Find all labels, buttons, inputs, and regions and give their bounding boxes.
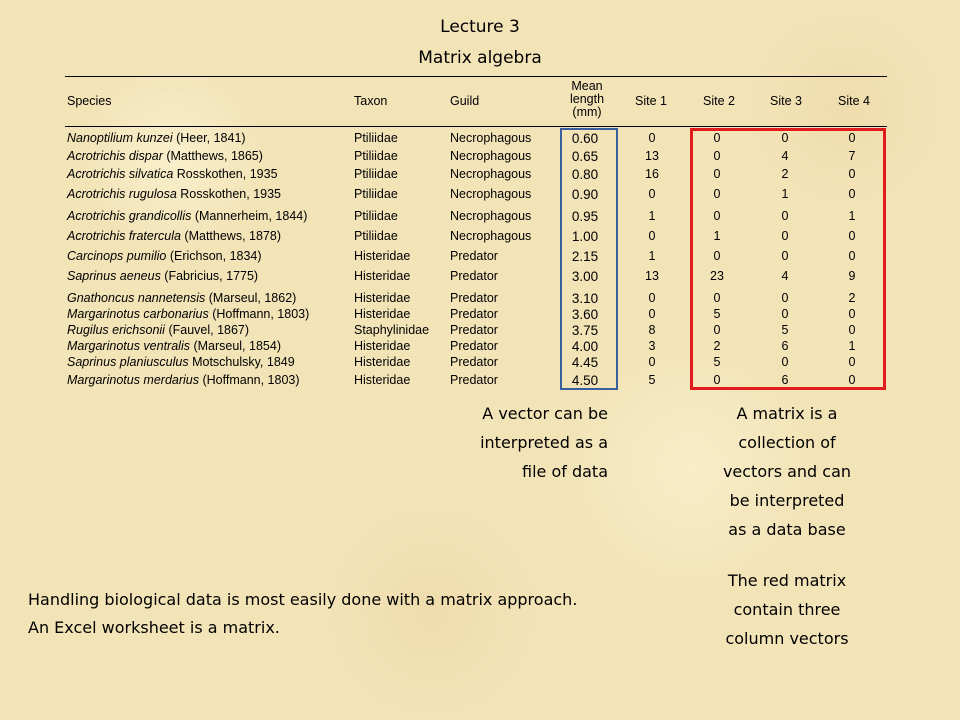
site-1-cell: 0 xyxy=(648,307,656,321)
species-cell xyxy=(67,248,262,265)
header-taxon: Taxon xyxy=(354,94,388,108)
species-authority: (Matthews, 1878) xyxy=(180,229,281,243)
site-3-cell: 0 xyxy=(781,291,789,305)
species-cell xyxy=(67,208,307,225)
site-1-cell: 13 xyxy=(645,149,659,163)
site-3-cell: 4 xyxy=(781,149,789,163)
species-authority: (Matthews, 1865) xyxy=(162,149,263,163)
guild-cell: Predator xyxy=(450,355,498,369)
site-3-cell: 6 xyxy=(781,373,789,387)
site-1-cell: 0 xyxy=(648,131,656,145)
site-2-cell: 0 xyxy=(713,323,721,337)
mean-length-cell: 0.65 xyxy=(571,149,599,164)
taxon-cell: Histeridae xyxy=(354,249,411,263)
site-3-cell: 0 xyxy=(781,229,789,243)
taxon-cell: Histeridae xyxy=(354,339,411,353)
matrix-annotation-line-3: vectors and can xyxy=(722,462,852,481)
site-1-cell: 16 xyxy=(645,167,659,181)
site-1-cell: 5 xyxy=(648,373,656,387)
species-name: Acrotrichis silvatica xyxy=(67,167,174,181)
taxon-cell: Histeridae xyxy=(354,373,411,387)
species-authority: Rosskothen, 1935 xyxy=(173,167,278,181)
species-cell xyxy=(67,166,278,183)
guild-cell: Necrophagous xyxy=(450,167,532,181)
species-cell xyxy=(67,148,263,165)
species-authority: (Fabricius, 1775) xyxy=(160,269,259,283)
site-1-cell: 0 xyxy=(648,291,656,305)
species-authority: (Fauvel, 1867) xyxy=(164,323,250,337)
vector-highlight-box xyxy=(560,128,618,390)
table-header-rule xyxy=(65,126,887,127)
table-top-rule xyxy=(65,76,887,77)
site-4-cell: 0 xyxy=(848,249,856,263)
site-2-cell: 1 xyxy=(713,229,721,243)
header-mean-length xyxy=(560,80,614,119)
site-1-cell: 1 xyxy=(648,209,656,223)
site-4-cell: 1 xyxy=(848,209,856,223)
species-authority: Motschulsky, 1849 xyxy=(188,355,295,369)
header-site-2: Site 2 xyxy=(703,94,735,108)
site-2-cell: 0 xyxy=(713,187,721,201)
species-cell xyxy=(67,228,281,245)
site-1-cell: 0 xyxy=(648,187,656,201)
mean-length-cell: 0.80 xyxy=(571,167,599,182)
site-4-cell: 9 xyxy=(848,269,856,283)
site-3-cell: 0 xyxy=(781,209,789,223)
guild-cell: Predator xyxy=(450,323,498,337)
matrix-annotation-line-2: collection of xyxy=(738,433,836,452)
taxon-cell: Histeridae xyxy=(354,291,411,305)
site-4-cell: 0 xyxy=(848,229,856,243)
species-name: Margarinotus ventralis xyxy=(67,339,190,353)
mean-length-cell: 0.90 xyxy=(571,187,599,202)
header-site-1: Site 1 xyxy=(635,94,667,108)
red-matrix-annotation-line-3: column vectors xyxy=(725,629,849,648)
species-cell xyxy=(67,268,258,285)
guild-cell: Predator xyxy=(450,291,498,305)
vector-annotation xyxy=(430,399,608,486)
guild-cell: Predator xyxy=(450,249,498,263)
matrix-annotation xyxy=(692,399,882,544)
site-4-cell: 0 xyxy=(848,323,856,337)
slide-title-line-1: Lecture 3 xyxy=(440,17,520,37)
vector-annotation-line-3: file of data xyxy=(522,462,608,481)
site-4-cell: 1 xyxy=(848,339,856,353)
mean-length-cell: 4.00 xyxy=(571,339,599,354)
species-name: Acrotrichis rugulosa xyxy=(67,187,177,201)
species-authority: (Hoffmann, 1803) xyxy=(199,373,300,387)
species-cell xyxy=(67,130,246,147)
header-site-4: Site 4 xyxy=(838,94,870,108)
site-4-cell: 0 xyxy=(848,167,856,181)
species-name: Saprinus planiusculus xyxy=(67,355,189,369)
site-1-cell: 0 xyxy=(648,355,656,369)
bottom-statement xyxy=(28,586,708,642)
red-matrix-annotation-line-2: contain three xyxy=(733,600,841,619)
taxon-cell: Ptiliidae xyxy=(354,209,398,223)
guild-cell: Predator xyxy=(450,339,498,353)
header-mean-length-line-1: Mean xyxy=(571,79,603,93)
species-name: Saprinus aeneus xyxy=(67,269,161,283)
taxon-cell: Staphylinidae xyxy=(354,323,430,337)
site-3-cell: 4 xyxy=(781,269,789,283)
vector-annotation-line-1: A vector can be xyxy=(482,404,608,423)
taxon-cell: Histeridae xyxy=(354,307,411,321)
mean-length-cell: 0.95 xyxy=(571,209,599,224)
site-2-cell: 0 xyxy=(713,209,721,223)
site-3-cell: 1 xyxy=(781,187,789,201)
site-2-cell: 0 xyxy=(713,167,721,181)
site-2-cell: 0 xyxy=(713,291,721,305)
species-cell xyxy=(67,338,281,355)
taxon-cell: Ptiliidae xyxy=(354,229,398,243)
header-guild: Guild xyxy=(450,94,480,108)
site-1-cell: 13 xyxy=(645,269,659,283)
species-cell xyxy=(67,372,300,389)
species-authority: (Erichson, 1834) xyxy=(166,249,262,263)
site-3-cell: 6 xyxy=(781,339,789,353)
taxon-cell: Ptiliidae xyxy=(354,167,398,181)
species-name: Acrotrichis dispar xyxy=(67,149,163,163)
taxon-cell: Histeridae xyxy=(354,355,411,369)
site-4-cell: 0 xyxy=(848,131,856,145)
guild-cell: Necrophagous xyxy=(450,209,532,223)
site-2-cell: 0 xyxy=(713,249,721,263)
matrix-highlight-box xyxy=(690,128,886,390)
species-cell xyxy=(67,186,281,203)
species-name: Acrotrichis grandicollis xyxy=(67,209,192,223)
mean-length-cell: 2.15 xyxy=(571,249,599,264)
mean-length-cell: 4.50 xyxy=(571,373,599,388)
species-name: Gnathoncus nannetensis xyxy=(67,291,206,305)
site-1-cell: 3 xyxy=(648,339,656,353)
taxon-cell: Histeridae xyxy=(354,269,411,283)
species-authority: (Mannerheim, 1844) xyxy=(191,209,308,223)
site-4-cell: 0 xyxy=(848,373,856,387)
species-name: Rugilus erichsonii xyxy=(67,323,165,337)
matrix-annotation-line-5: as a data base xyxy=(728,520,846,539)
guild-cell: Predator xyxy=(450,373,498,387)
guild-cell: Necrophagous xyxy=(450,187,532,201)
guild-cell: Necrophagous xyxy=(450,149,532,163)
site-3-cell: 0 xyxy=(781,249,789,263)
guild-cell: Necrophagous xyxy=(450,229,532,243)
site-2-cell: 5 xyxy=(713,355,721,369)
matrix-annotation-line-1: A matrix is a xyxy=(736,404,838,423)
species-name: Acrotrichis fratercula xyxy=(67,229,181,243)
species-authority: Rosskothen, 1935 xyxy=(176,187,282,201)
red-matrix-annotation-line-1: The red matrix xyxy=(727,571,847,590)
site-1-cell: 8 xyxy=(648,323,656,337)
header-mean-length-line-2: length xyxy=(569,92,605,106)
mean-length-cell: 3.00 xyxy=(571,269,599,284)
site-2-cell: 0 xyxy=(713,131,721,145)
site-4-cell: 7 xyxy=(848,149,856,163)
site-4-cell: 0 xyxy=(848,307,856,321)
mean-length-cell: 3.60 xyxy=(571,307,599,322)
taxon-cell: Ptiliidae xyxy=(354,131,398,145)
species-name: Carcinops pumilio xyxy=(67,249,167,263)
taxon-cell: Ptiliidae xyxy=(354,149,398,163)
red-matrix-annotation xyxy=(692,566,882,653)
site-2-cell: 2 xyxy=(713,339,721,353)
site-2-cell: 0 xyxy=(713,373,721,387)
guild-cell: Predator xyxy=(450,307,498,321)
site-3-cell: 2 xyxy=(781,167,789,181)
mean-length-cell: 0.60 xyxy=(571,131,599,146)
site-4-cell: 2 xyxy=(848,291,856,305)
mean-length-cell: 4.45 xyxy=(571,355,599,370)
bottom-statement-line-1: Handling biological data is most easily done with a matrix approach. xyxy=(28,590,578,609)
species-cell xyxy=(67,354,295,371)
site-2-cell: 23 xyxy=(710,269,724,283)
species-authority: (Marseul, 1862) xyxy=(205,291,297,305)
species-name: Margarinotus carbonarius xyxy=(67,307,209,321)
site-3-cell: 0 xyxy=(781,307,789,321)
species-name: Margarinotus merdarius xyxy=(67,373,199,387)
site-3-cell: 0 xyxy=(781,355,789,369)
species-authority: (Hoffmann, 1803) xyxy=(208,307,310,321)
species-cell xyxy=(67,290,296,307)
species-authority: (Heer, 1841) xyxy=(172,131,246,145)
site-2-cell: 0 xyxy=(713,149,721,163)
header-site-3: Site 3 xyxy=(770,94,802,108)
mean-length-cell: 3.10 xyxy=(571,291,599,306)
species-cell xyxy=(67,306,309,323)
slide-title-line-2: Matrix algebra xyxy=(418,48,542,68)
site-3-cell: 0 xyxy=(781,131,789,145)
header-mean-length-line-3: (mm) xyxy=(572,105,602,119)
taxon-cell: Ptiliidae xyxy=(354,187,398,201)
site-4-cell: 0 xyxy=(848,187,856,201)
site-1-cell: 0 xyxy=(648,229,656,243)
vector-annotation-line-2: interpreted as a xyxy=(480,433,608,452)
site-4-cell: 0 xyxy=(848,355,856,369)
site-1-cell: 1 xyxy=(648,249,656,263)
bottom-statement-line-2: An Excel worksheet is a matrix. xyxy=(28,618,280,637)
guild-cell: Predator xyxy=(450,269,498,283)
mean-length-cell: 1.00 xyxy=(571,229,599,244)
header-species: Species xyxy=(67,94,112,108)
guild-cell: Necrophagous xyxy=(450,131,532,145)
species-cell xyxy=(67,322,249,339)
species-name: Nanoptilium kunzei xyxy=(67,131,173,145)
mean-length-cell: 3.75 xyxy=(571,323,599,338)
site-3-cell: 5 xyxy=(781,323,789,337)
site-2-cell: 5 xyxy=(713,307,721,321)
species-authority: (Marseul, 1854) xyxy=(189,339,281,353)
matrix-annotation-line-4: be interpreted xyxy=(729,491,845,510)
